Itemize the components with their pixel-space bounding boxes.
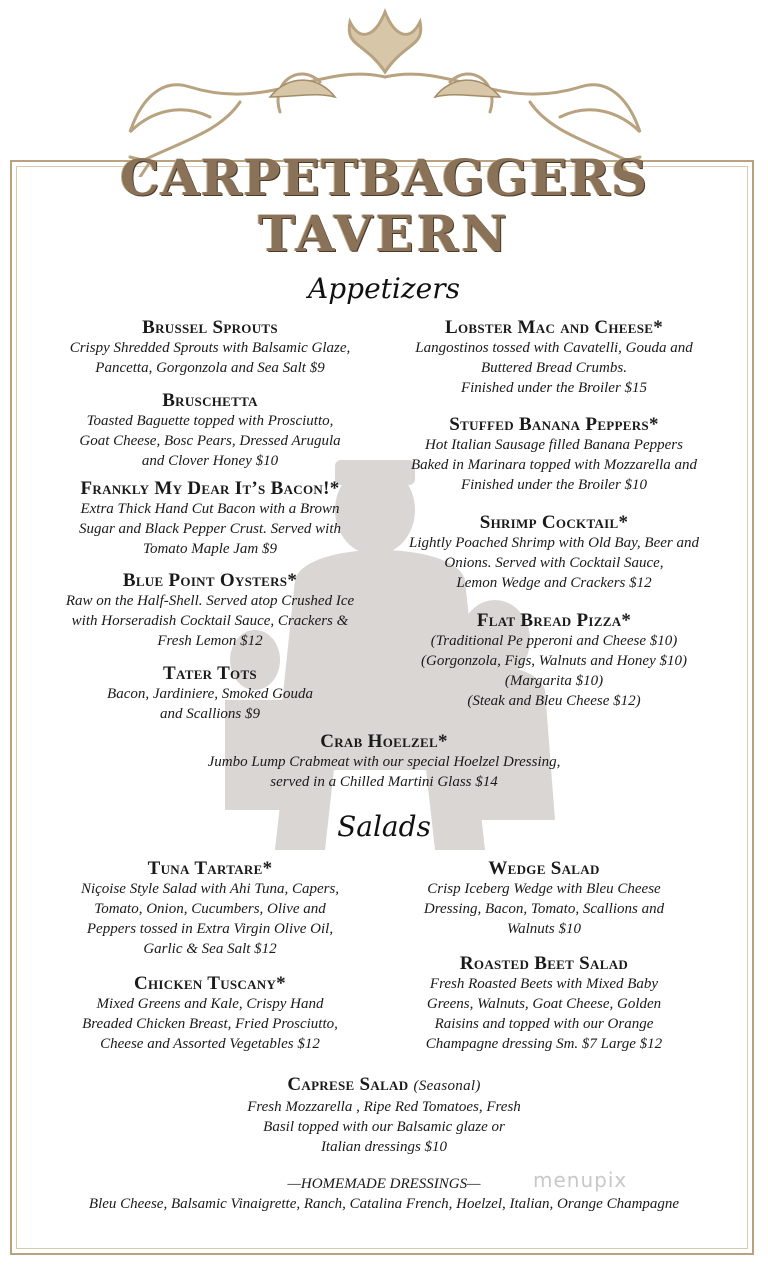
- item-description: [364, 974, 724, 1054]
- item-name: Stuffed Banana Peppers*: [449, 414, 659, 435]
- desc-line: Pancetta, Gorgonzola and Sea Salt $9: [95, 360, 325, 376]
- section-heading-appetizers: Appetizers: [308, 272, 460, 305]
- menu-item-frankly-my-dear-bacon: [40, 478, 380, 559]
- desc-line: (Traditional Pe pperoni and Cheese $10): [430, 633, 678, 649]
- desc-line: Jumbo Lump Crabmeat with our special Hoelzel Dressing,: [207, 754, 561, 770]
- desc-line: and Clover Honey $10: [141, 453, 279, 469]
- section-heading-salads: Salads: [337, 810, 431, 843]
- desc-line: Cheese and Assorted Vegetables $12: [100, 1036, 320, 1052]
- desc-line: Goat Cheese, Bosc Pears, Dressed Arugula: [79, 433, 341, 449]
- desc-line: Crisp Iceberg Wedge with Bleu Cheese: [427, 881, 661, 897]
- item-name: Shrimp Cocktail*: [479, 512, 629, 533]
- menu-item-roasted-beet-salad: [364, 953, 724, 1054]
- item-name-text: Caprese Salad: [287, 1074, 409, 1095]
- desc-line: served in a Chilled Martini Glass $14: [270, 774, 498, 790]
- menu-item-brussel-sprouts: [40, 317, 380, 378]
- item-name: Tuna Tartare*: [147, 858, 273, 879]
- menu-item-flat-bread-pizza: [384, 610, 724, 711]
- desc-line: Sugar and Black Pepper Crust. Served with: [78, 521, 342, 537]
- item-description: [384, 338, 724, 398]
- desc-line: Fresh Roasted Beets with Mixed Baby: [429, 976, 659, 992]
- desc-line: Breaded Chicken Breast, Fried Prosciutto,: [82, 1016, 338, 1032]
- desc-line: Langostinos tossed with Cavatelli, Gouda and: [415, 340, 693, 356]
- restaurant-name-line2: TAVERN: [258, 204, 510, 263]
- menu-item-crab-hoelzel: [134, 731, 634, 792]
- desc-line: Garlic & Sea Salt $12: [143, 941, 277, 957]
- desc-line: Finished under the Broiler $10: [460, 477, 648, 493]
- desc-line: Tomato Maple Jam $9: [142, 541, 278, 557]
- item-description: [384, 435, 724, 495]
- dressings-list: Bleu Cheese, Balsamic Vinaigrette, Ranch, Catalina French, Hoelzel, Italian, Orange Champagne: [88, 1196, 680, 1212]
- desc-line: Italian dressings $10: [320, 1139, 448, 1155]
- dressings-heading: —HOMEMADE DRESSINGS—: [287, 1176, 481, 1192]
- desc-line: Crispy Shredded Sprouts with Balsamic Glaze,: [69, 340, 351, 356]
- item-name: Chicken Tuscany*: [133, 973, 286, 994]
- desc-line: Bacon, Jardiniere, Smoked Gouda: [107, 686, 313, 702]
- desc-line: Champagne dressing Sm. $7 Large $12: [425, 1036, 663, 1052]
- desc-line: Onions. Served with Cocktail Sauce,: [444, 555, 664, 571]
- item-description: [184, 1097, 584, 1157]
- item-name: Bruschetta: [162, 390, 258, 411]
- item-description: [40, 499, 380, 559]
- menu-item-chicken-tuscany: [40, 973, 380, 1054]
- desc-line: and Scallions $9: [160, 706, 260, 722]
- menu-item-lobster-mac: [384, 317, 724, 398]
- watermark-logo: menupix: [533, 1168, 628, 1192]
- desc-line: (Margarita $10): [504, 673, 604, 689]
- menu-item-stuffed-banana-peppers: [384, 414, 724, 495]
- desc-line: Greens, Walnuts, Goat Cheese, Golden: [426, 996, 662, 1012]
- desc-line: Buttered Bread Crumbs.: [481, 360, 627, 376]
- desc-line: Walnuts $10: [506, 921, 582, 937]
- desc-line: Finished under the Broiler $15: [460, 380, 648, 396]
- desc-line: Mixed Greens and Kale, Crispy Hand: [96, 996, 324, 1012]
- item-description: [30, 591, 390, 651]
- item-description: [40, 879, 380, 959]
- item-name: Lobster Mac and Cheese*: [444, 317, 663, 338]
- desc-line: with Horseradish Cocktail Sauce, Crackers &: [71, 613, 349, 629]
- desc-line: Tomato, Onion, Cucumbers, Olive and: [94, 901, 326, 917]
- item-name: Crab Hoelzel*: [320, 731, 448, 752]
- desc-line: (Steak and Bleu Cheese $12): [467, 693, 641, 709]
- desc-line: Extra Thick Hand Cut Bacon with a Brown: [80, 501, 340, 517]
- desc-line: Peppers tossed in Extra Virgin Olive Oil,: [86, 921, 334, 937]
- desc-line: Raw on the Half-Shell. Served atop Crushed Ice: [65, 593, 355, 609]
- desc-line: Raisins and topped with our Orange: [434, 1016, 654, 1032]
- restaurant-name-line1: CARPETBAGGERS: [119, 148, 649, 207]
- desc-line: Hot Italian Sausage filled Banana Peppers: [425, 437, 683, 453]
- item-name: Roasted Beet Salad: [459, 953, 629, 974]
- menu-item-tater-tots: [40, 663, 380, 724]
- item-name: Blue Point Oysters*: [122, 570, 298, 591]
- item-description: [384, 533, 724, 593]
- desc-line: (Gorgonzola, Figs, Walnuts and Honey $10): [421, 653, 687, 669]
- desc-line: Baked in Marinara topped with Mozzarella and: [410, 457, 698, 473]
- item-description: [40, 684, 380, 724]
- item-description: [364, 879, 724, 939]
- item-name: Brussel Sprouts: [142, 317, 278, 338]
- item-description: [134, 752, 634, 792]
- item-description: [40, 338, 380, 378]
- item-name: [184, 1074, 584, 1097]
- desc-line: Niçoise Style Salad with Ahi Tuna, Capers,: [80, 881, 340, 897]
- menu-item-tuna-tartare: [40, 858, 380, 959]
- desc-line: Fresh Mozzarella , Ripe Red Tomatoes, Fresh: [247, 1099, 521, 1115]
- menu-item-shrimp-cocktail: [384, 512, 724, 593]
- desc-line: Lemon Wedge and Crackers $12: [456, 575, 652, 591]
- item-name: Tater Tots: [163, 663, 257, 684]
- desc-line: Lightly Poached Shrimp with Old Bay, Beer and: [409, 535, 699, 551]
- seasonal-note: (Seasonal): [413, 1078, 481, 1094]
- item-name: Frankly My Dear It’s Bacon!*: [80, 478, 340, 499]
- item-name: Flat Bread Pizza*: [476, 610, 632, 631]
- item-name: Wedge Salad: [488, 858, 600, 879]
- desc-line: Dressing, Bacon, Tomato, Scallions and: [423, 901, 665, 917]
- menu-item-bruschetta: [40, 390, 380, 471]
- menu-item-blue-point-oysters: [30, 570, 390, 651]
- item-description: [384, 631, 724, 711]
- menu-item-wedge-salad: [364, 858, 724, 939]
- item-description: [40, 411, 380, 471]
- desc-line: Toasted Baguette topped with Prosciutto,: [86, 413, 334, 429]
- menu-item-caprese-salad: [184, 1074, 584, 1157]
- desc-line: Fresh Lemon $12: [157, 633, 263, 649]
- item-description: [40, 994, 380, 1054]
- desc-line: Basil topped with our Balsamic glaze or: [263, 1119, 505, 1135]
